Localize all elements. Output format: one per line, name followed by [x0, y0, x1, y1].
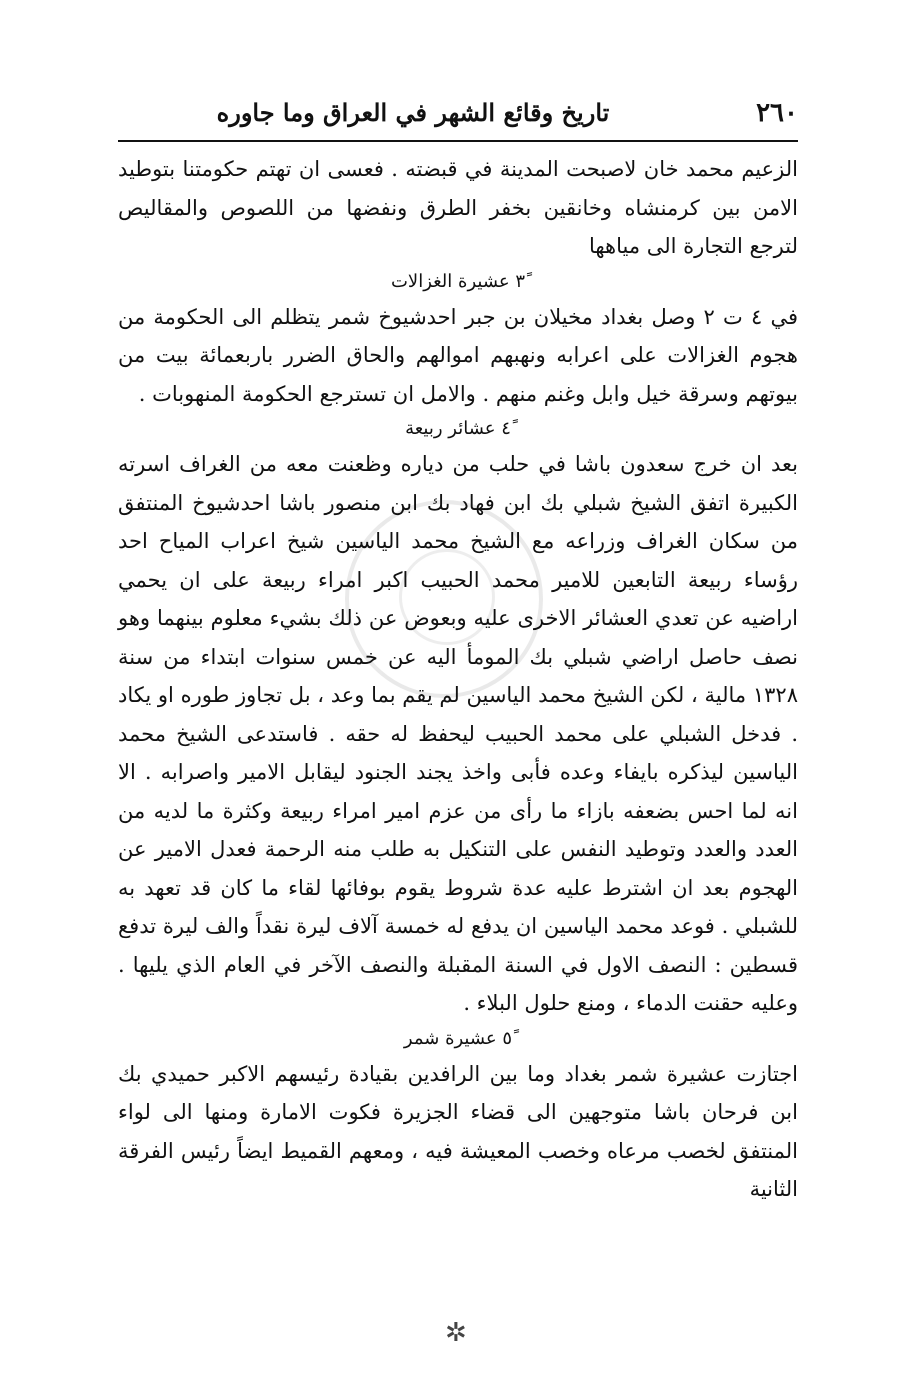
section-paragraph-ghazalat: في ٤ ت ٢ وصل بغداد مخيلان بن جبر احدشيوخ شمر يتظلم الى الحكومة من هجوم الغزالات على اعرابه ونهبهم اموالهم والحاق الضرر باربعمائة بيت من بيوتهم وسرقة خيل وابل وغنم منهم . والامل ان تسترجع الحكومة المنهوبات . [118, 304, 798, 406]
intro-paragraph: الزعيم محمد خان لاصبحت المدينة في قبضته . فعسى ان تهتم حكومتنا بتوطيد الامن بين كرمنشاه وخانقين بخفر الطرق ونفضها من اللصوص والمقاليص لترجع التجارة الى مياهها [118, 157, 798, 258]
page-header [118, 92, 798, 142]
section-paragraph-rabia: بعد ان خرج سعدون باشا في حلب من دياره وظعنت معه من الغراف اسرته الكبيرة اتفق الشيخ شبلي بك ابن فهاد بك ابن منصور باشا احدشيوخ المنتفق من سكان الغراف وزراعه مع الشيخ محمد الياسين شيخ اعراب المياح احد رؤساء ربيعة التابعين للامير محمد الحبيب اكبر امراء ربيعة على ان يحمي اراضيه عن تعدي العشائر الاخرى عليه وبعوض عن ذلك بشيء معلوم بينهما وهو نصف حاصل اراضي شبلي بك المومأ اليه عن خمس سنوات ابتداء من سنة ١٣٢٨ مالية ، لكن الشيخ محمد الياسين لم يقم بما وعد ، بل تجاوز طوره او يكاد . فدخل الشبلي على محمد الحبيب ليحفظ له حقه . فاستدعى الشيخ محمد الياسين ليذكره بايفاء وعده فأبى واخذ يجند الجنود ليقابل الامير واصرابه . الا انه لما احس بضعفه بازاء ما رأى من عزم امير امراء ربيعة وكثرة ما لديه من العدد والعدد وتوطيد النفس على التنكيل به طلب منه الرحمة فعدل الامير عن الهجوم بعد ان اشترط عليه عدة شروط يقوم بوفائها لقاء ما كان قد تعهد به للشبلي . فوعد محمد الياسين ان يدفع له خمسة آلاف ليرة نقداً والف ليرة تدفع قسطين : النصف الاول في السنة المقبلة والنصف الآخر في العام الذي يليها . وعليه حقنت الدماء ، ومنع حلول البلاء . [118, 452, 798, 1015]
section-heading-ghazalat: ٣ً عشيرة الغزالات [390, 270, 526, 292]
section-paragraph-shammar: اجتازت عشيرة شمر بغداد وما بين الرافدين بقيادة رئيسهم الاكبر حميدي بك ابن فرحان باشا متوجهين الى قضاء الجزيرة فكوت الامارة ومنها الى لواء المنتفق لخصب مرعاه وخصب المعيشة فيه ، ومعهم القميط ايضاً رئيس الفرقة الثانية [118, 1061, 798, 1201]
section-heading-rabia: ٤ً عشائر ربيعة [405, 418, 511, 439]
footer-ornament-icon: ✲ [445, 1318, 467, 1348]
page-body [118, 150, 798, 1209]
running-title: تاريخ وقائع الشهر في العراق وما جاوره [216, 98, 610, 127]
header-rule [118, 140, 798, 142]
section-heading-shammar: ٥ً عشيرة شمر [403, 1027, 513, 1049]
page-number: ٢٦٠ [756, 98, 798, 128]
